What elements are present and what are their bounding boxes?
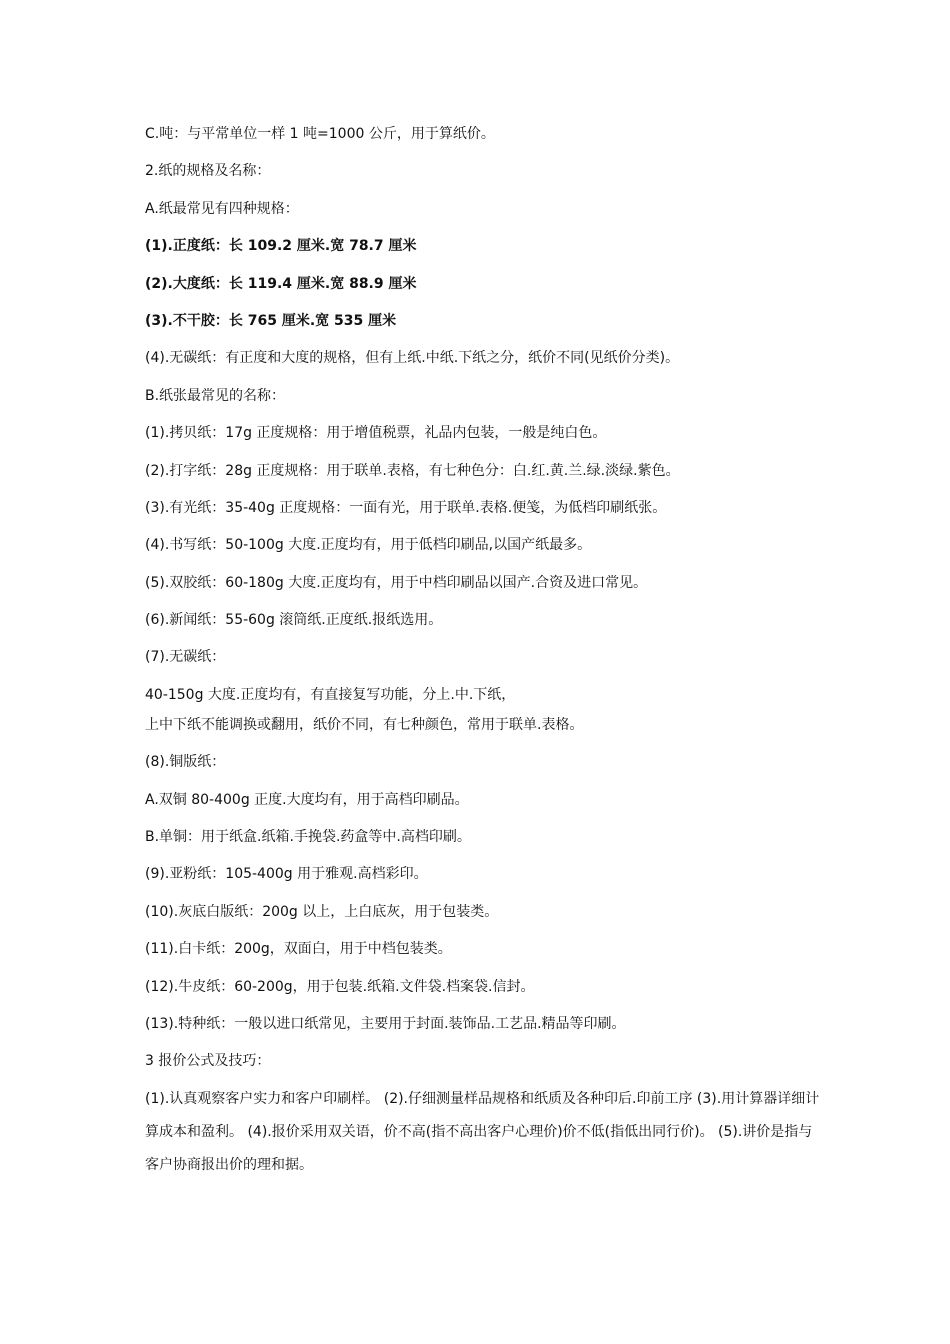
list-item: (10).灰底白版纸：200g 以上，上白底灰，用于包装类。 [145, 903, 499, 920]
list-item: (5).双胶纸：60-180g 大度.正度均有，用于中档印刷品以国产.合资及进口常见。 [145, 574, 648, 591]
text-line: (4).无碳纸：有正度和大度的规格，但有上纸.中纸.下纸之分，纸价不同(见纸价分类)。 [145, 350, 680, 367]
list-item: (2).打字纸：28g 正度规格：用于联单.表格，有七种色分：白.红.黄.兰.绿.淡绿.紫色。 [145, 462, 680, 479]
spec-line-bold: (2).大度纸：长 119.4 厘米.宽 88.9 厘米 [145, 275, 417, 292]
subsection-heading: B.纸张最常见的名称： [145, 387, 286, 404]
text-line: C.吨：与平常单位一样 1 吨=1000 公斤，用于算纸价。 [145, 126, 495, 142]
list-item: (13).特种纸：一般以进口纸常见，主要用于封面.装饰品.工艺品.精品等印刷。 [145, 1015, 626, 1032]
spec-line-bold: (1).正度纸：长 109.2 厘米.宽 78.7 厘米 [145, 238, 417, 255]
list-item: (6).新闻纸：55-60g 滚筒纸.正度纸.报纸选用。 [145, 612, 443, 629]
text-line: 上中下纸不能调换或翻用，纸价不同，有七种颜色，常用于联单.表格。 [145, 716, 584, 733]
list-item: B.单铜：用于纸盒.纸箱.手挽袋.药盒等中.高档印刷。 [145, 829, 471, 846]
list-item: (8).铜版纸： [145, 754, 226, 771]
subsection-heading: A.纸最常见有四种规格： [145, 200, 299, 217]
document-body [145, 124, 825, 1182]
list-item: (11).白卡纸：200g，双面白，用于中档包装类。 [145, 941, 452, 958]
list-item: A.双铜 80-400g 正度.大度均有，用于高档印刷品。 [145, 791, 469, 808]
closing-paragraph: (1).认真观察客户实力和客户印刷样。 (2).仔细测量样品规格和纸质及各种印后.印前工序 (3).用计算器详细计算成本和盈利。 (4).报价采用双关语，价不高(指不高出客户心理价)价不低(指低出同行价)。 (5).讲价是指与客户协商报出价的理和据。 [145, 1090, 820, 1173]
text-line: 40-150g 大度.正度均有，有直接复写功能，分上.中.下纸， [145, 686, 516, 703]
section-heading: 3 报价公式及技巧： [145, 1053, 271, 1070]
section-heading: 2.纸的规格及名称： [145, 163, 271, 180]
spec-line-bold: (3).不干胶：长 765 厘米.宽 535 厘米 [145, 312, 397, 329]
list-item: (12).牛皮纸：60-200g，用于包装.纸箱.文件袋.档案袋.信封。 [145, 978, 535, 995]
list-item: (7).无碳纸： [145, 649, 226, 666]
list-item: (9).亚粉纸：105-400g 用于雅观.高档彩印。 [145, 866, 428, 883]
list-item: (1).拷贝纸：17g 正度规格：用于增值税票，礼品内包装，一般是纯白色。 [145, 425, 607, 442]
list-item: (3).有光纸：35-40g 正度规格：一面有光，用于联单.表格.便笺，为低档印刷纸张。 [145, 499, 667, 516]
list-item: (4).书写纸：50-100g 大度.正度均有，用于低档印刷品,以国产纸最多。 [145, 537, 592, 554]
